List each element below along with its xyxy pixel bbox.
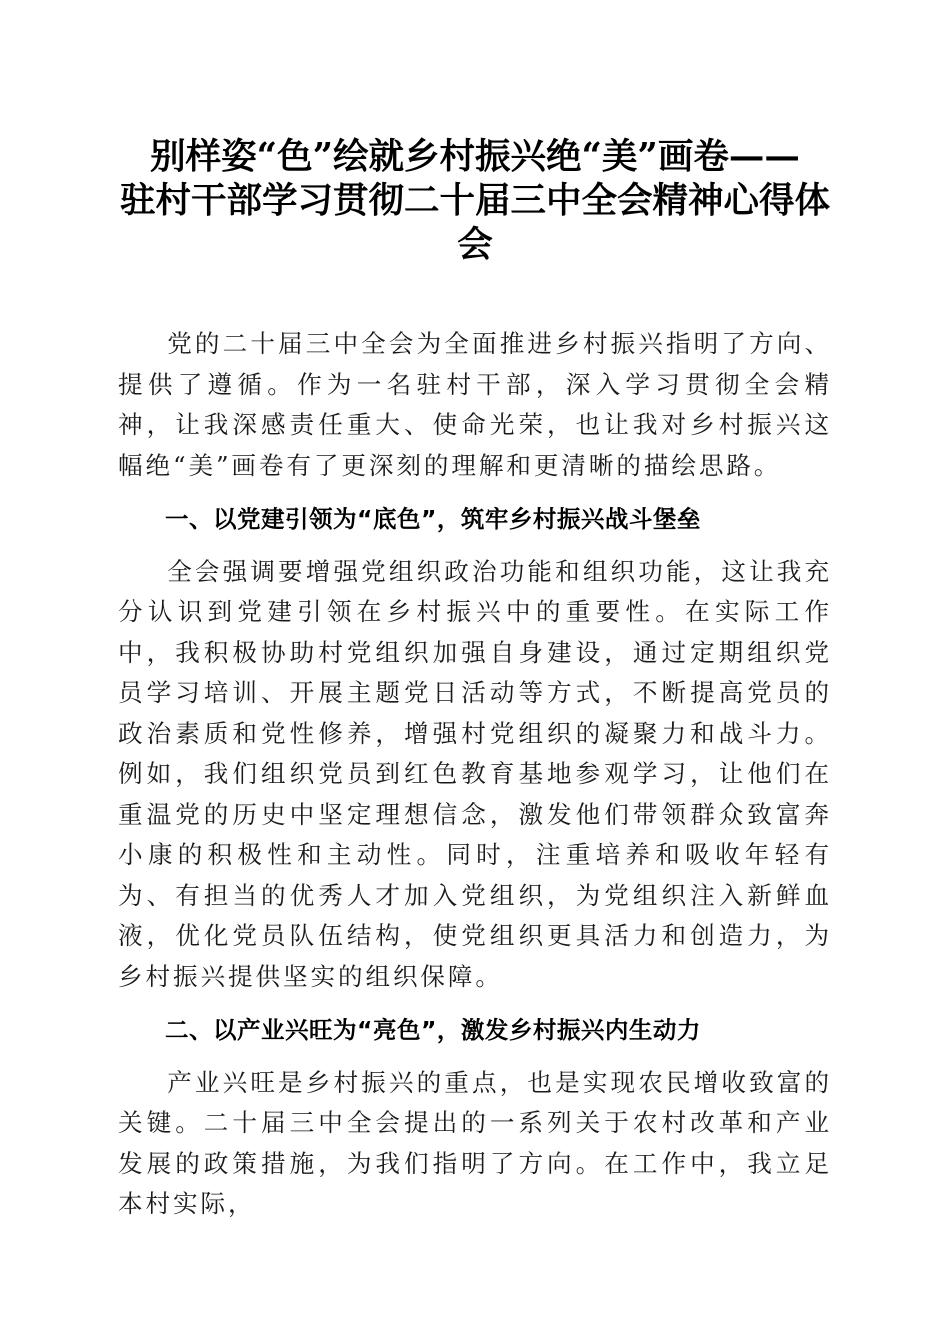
section-2-paragraph: 产业兴旺是乡村振兴的重点，也是实现农民增收致富的关键。二十届三中全会提出的一系列关于农村改革和产业发展的政策措施，为我们指明了方向。在工作中，我立足本村实际， [118, 1067, 832, 1218]
title-line-3: 会 [457, 224, 493, 265]
section-1-paragraph: 全会强调要增强党组织政治功能和组织功能，这让我充分认识到党建引领在乡村振兴中的重要性。在实际工作中，我积极协助村党组织加强自身建设，通过定期组织党员学习培训、开展主题党日活动等方式，不断提高党员的政治素质和党性修养，增强村党组织的凝聚力和战斗力。例如，我们组织党员到红色教育基地参观学习，让他们在重温党的历史中坚定理想信念，激发他们带领群众致富奔小康的积极性和主动性。同时，注重培养和吸收年轻有为、有担当的优秀人才加入党组织，为党组织注入新鲜血液，优化党员队伍结构，使党组织更具活力和创造力，为乡村振兴提供坚实的组织保障。 [118, 556, 832, 991]
document-title [118, 135, 832, 267]
title-line-1: 别样姿“色”绘就乡村振兴绝“美”画卷—— [150, 136, 800, 177]
section-heading-1: 一、以党建引领为“底色”，筑牢乡村振兴战斗堡垒 [165, 504, 701, 533]
intro-paragraph: 党的二十届三中全会为全面推进乡村振兴指明了方向、提供了遵循。作为一名驻村干部，深入学习贯彻全会精神，让我深感责任重大、使命光荣，也让我对乡村振兴这幅绝“美”画卷有了更深刻的理解和更清晰的描绘思路。 [118, 329, 832, 480]
document-body [118, 324, 832, 1237]
section-heading-2: 二、以产业兴旺为“亮色”，激发乡村振兴内生动力 [165, 1015, 701, 1044]
title-line-2: 驻村干部学习贯彻二十届三中全会精神心得体 [119, 180, 830, 221]
